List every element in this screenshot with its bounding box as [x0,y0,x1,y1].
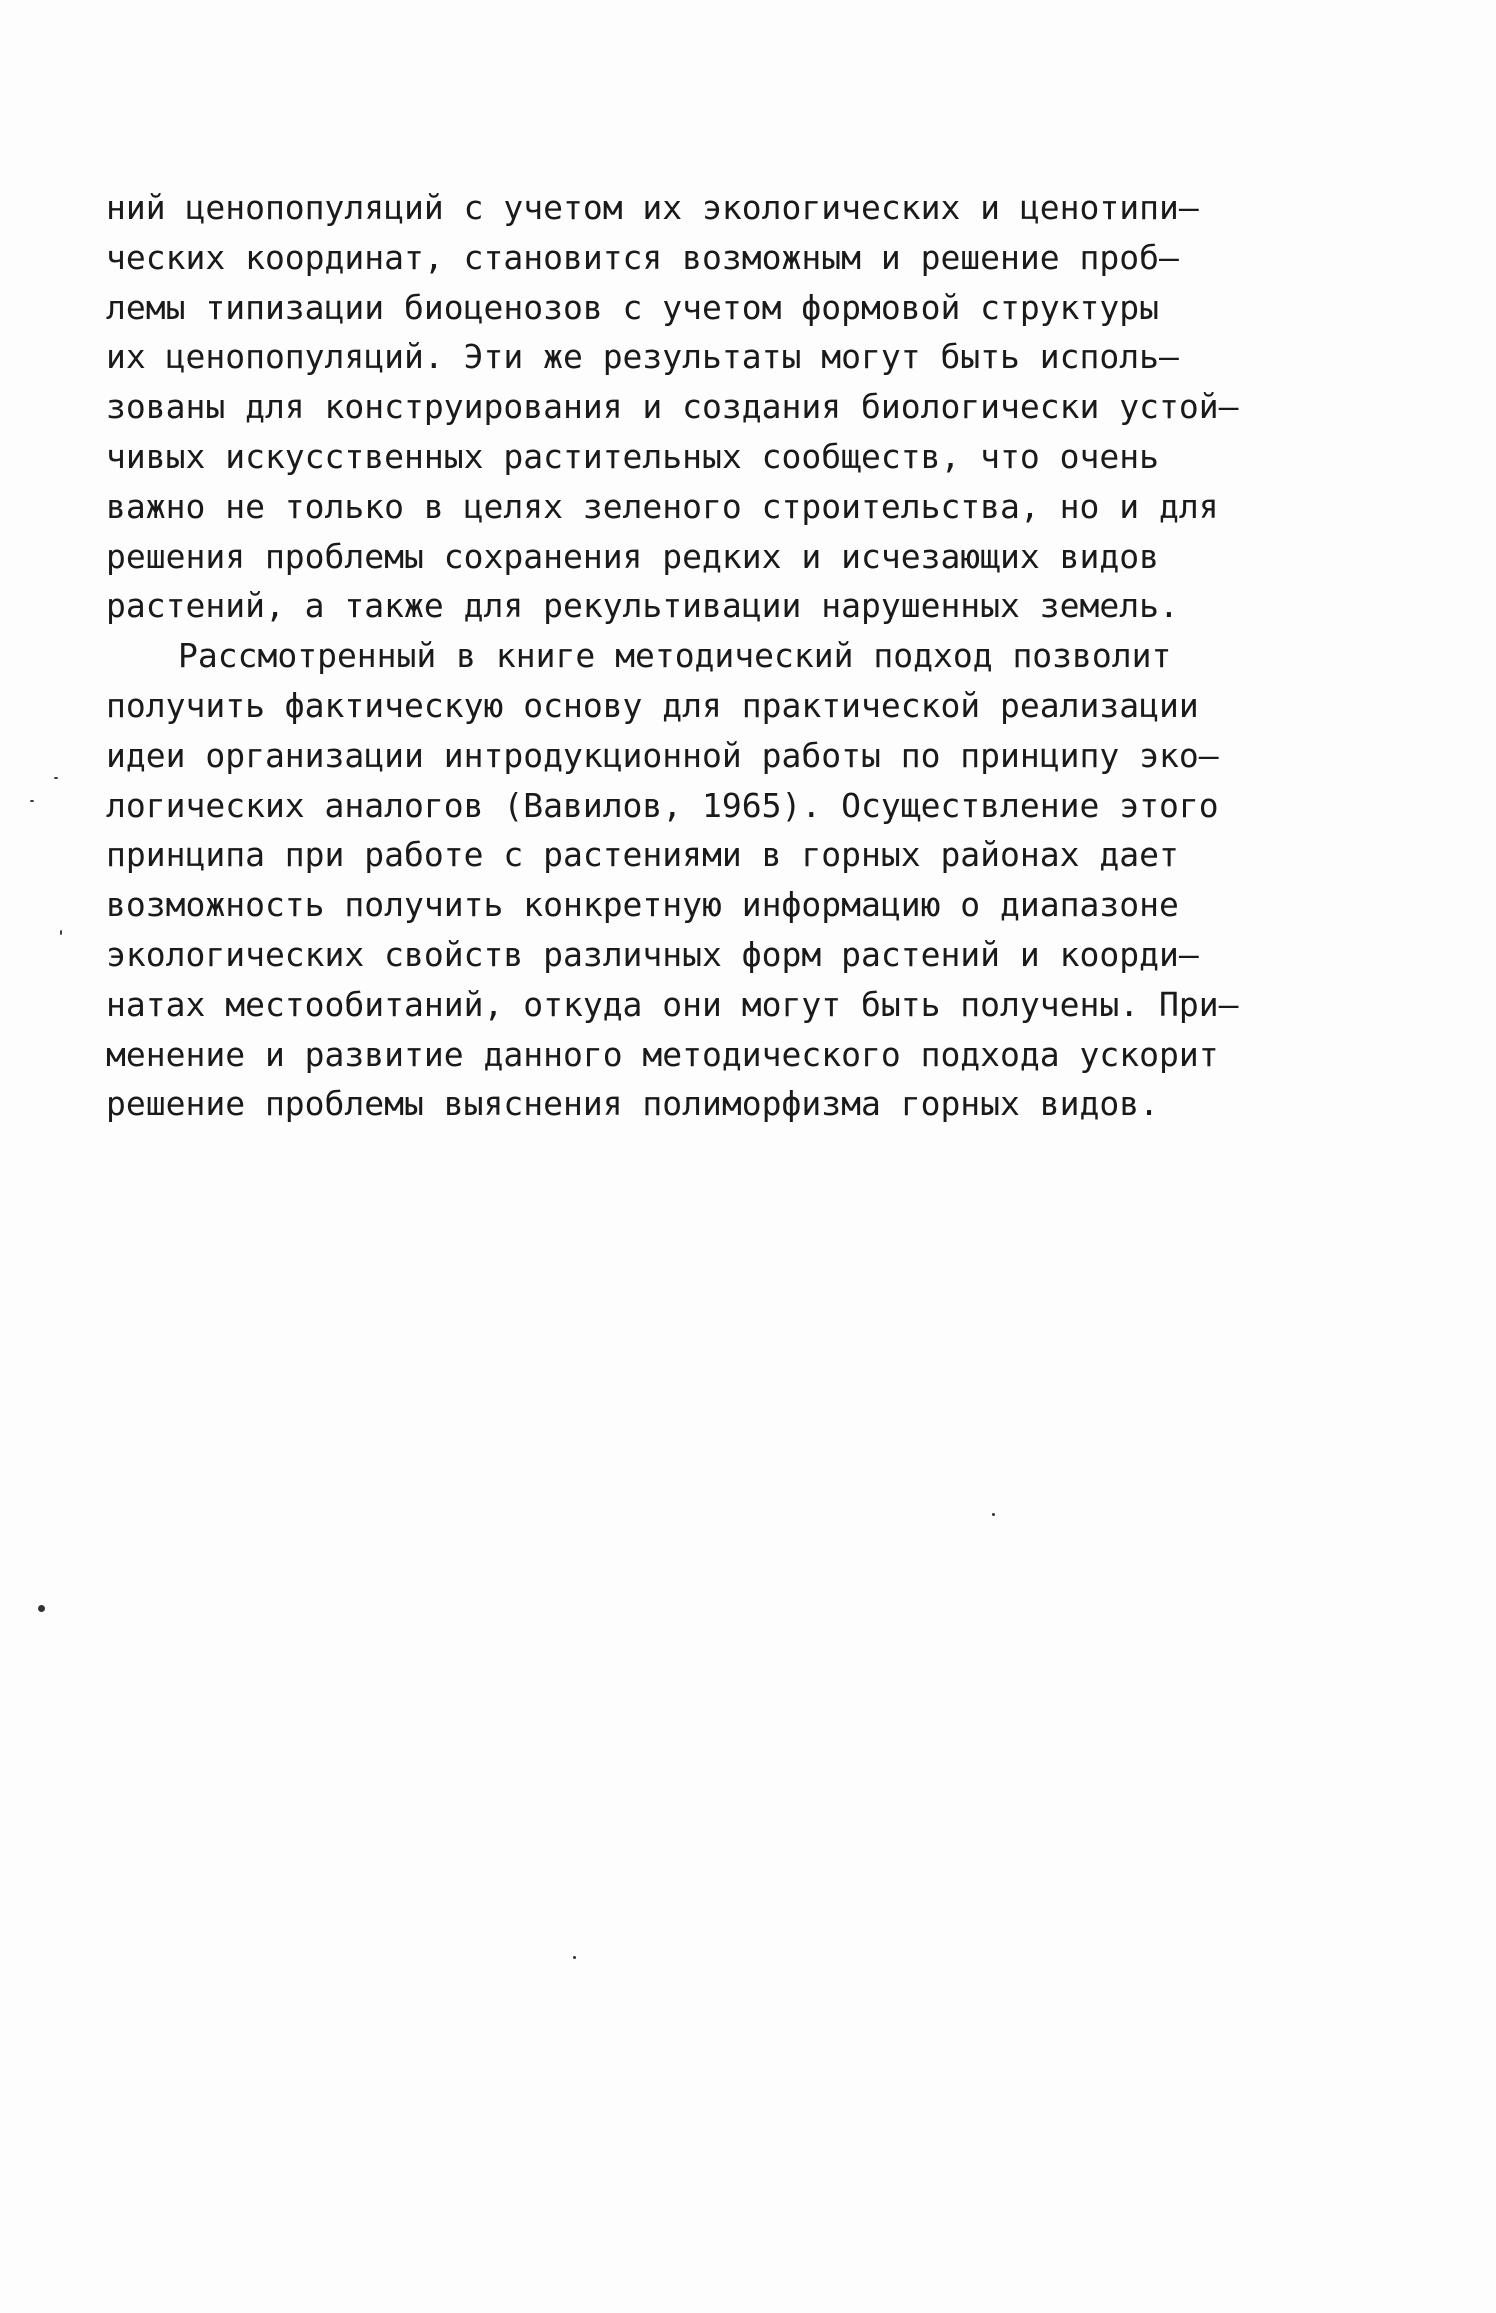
scan-speck [60,930,62,935]
scan-speck [573,1956,576,1959]
scan-speck [30,800,34,802]
text-line: чивых искусственных растительных сообществ, что очень [106,436,1159,476]
paragraph-1 [106,183,1406,631]
text-line: решения проблемы сохранения редких и исчезающих видов [106,536,1159,576]
text-line-indented: Рассмотренный в книге методический подход позволит [178,636,1172,676]
scan-speck [54,777,58,779]
text-line: важно не только в целях зеленого строительства, но и для [106,486,1219,526]
text-line: их ценопопуляций. Эти же результаты могут быть исполь– [106,337,1179,377]
text-line: получить фактическую основу для практической реализации [106,685,1199,725]
body-text [106,183,1406,1129]
text-line: зованы для конструирования и создания биологически устой– [106,387,1239,427]
text-line: принципа при работе с растениями в горных районах дает [106,835,1179,875]
text-line: ческих координат, становится возможным и решение проб– [106,237,1179,277]
text-line: логических аналогов (Вавилов, 1965). Осуществление этого [106,785,1219,825]
text-line: экологических свойств различных форм растений и коорди– [106,934,1199,974]
paragraph-2 [106,631,1406,1129]
scan-speck [38,1605,45,1612]
text-line: возможность получить конкретную информацию о диапазоне [106,885,1179,925]
scan-speck [992,1513,995,1516]
text-line: растений, а также для рекультивации нарушенных земель. [106,586,1179,626]
text-line: решение проблемы выяснения полиморфизма горных видов. [106,1084,1159,1124]
text-line: натах местообитаний, откуда они могут быть получены. При– [106,984,1239,1024]
text-line: идеи организации интродукционной работы по принципу эко– [106,735,1219,775]
text-line: ний ценопопуляций с учетом их экологических и ценотипи– [106,188,1199,227]
text-line: менение и развитие данного методического подхода ускорит [106,1034,1219,1074]
text-line: лемы типизации биоценозов с учетом формовой структуры [106,287,1159,327]
